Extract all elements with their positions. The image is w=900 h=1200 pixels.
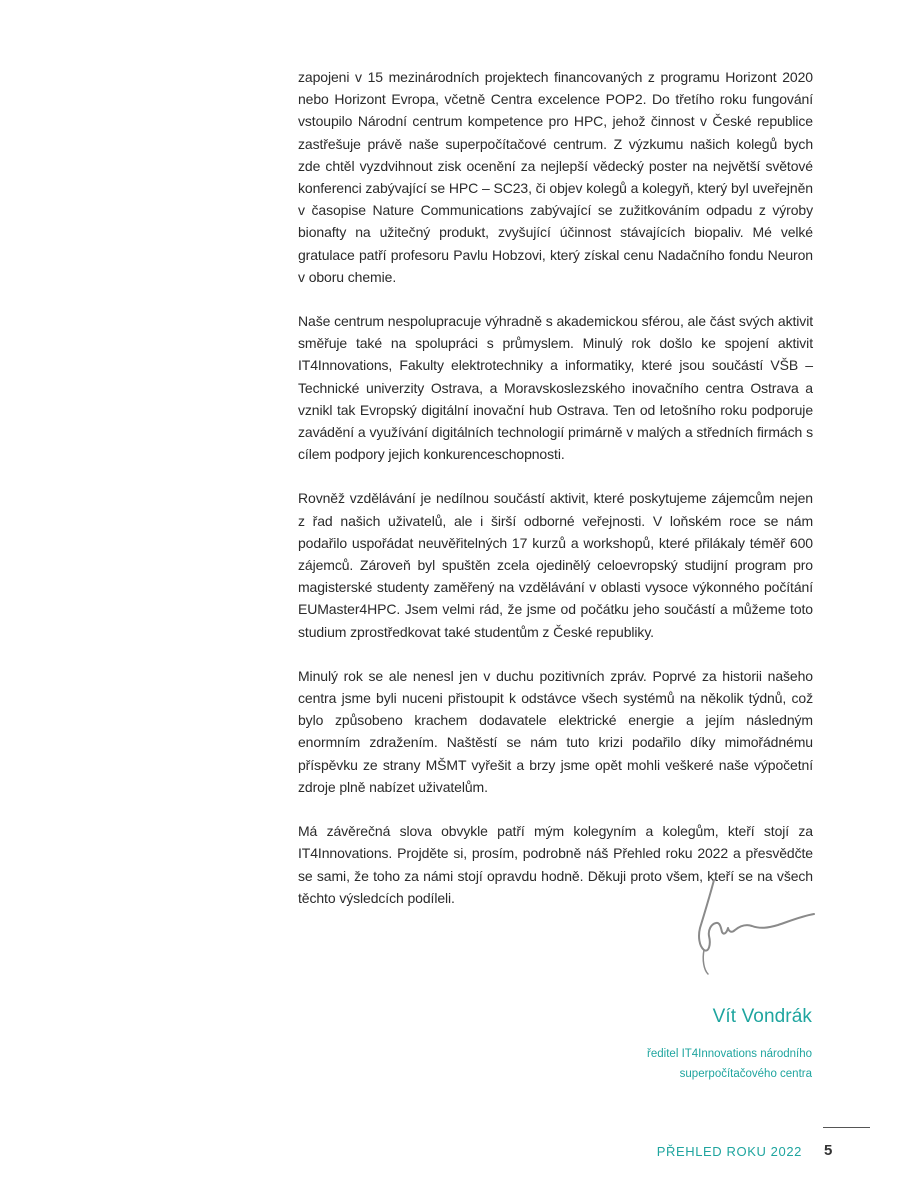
footer-title: PŘEHLED ROKU 2022 — [656, 1144, 802, 1159]
paragraph-3: Rovněž vzdělávání je nedílnou součástí aktivit, které poskytujeme zájemcům nejen z řad našich uživatelů, ale i širší odborné veřejnosti. V loňském roce se nám podařilo uspořádat neuvěřitelných 17 kurzů a workshopů, které přilákaly téměř 600 zájemců. Zároveň byl spuštěn zcela ojedinělý celoevropský studijní program pro magisterské studenty zaměřený na vzdělávání v oblasti vysoce výkonného počítání EUMaster4HPC. Jsem velmi rád, že jsme od počátku jeho součástí a můžeme toto studium zprostředkovat také studentům z České republiky. — [298, 490, 813, 640]
signer-role-line-2: superpočítačového centra — [679, 1068, 812, 1080]
paragraph-1: zapojeni v 15 mezinárodních projektech financovaných z programu Horizont 2020 nebo Horizont Evropa, včetně Centra excelence POP2. Do třetího roku fungování vstoupilo Národní centrum kompetence pro HPC, jehož činnost v České republice zastřešuje právě naše superpočítačové centrum. Z výzkumu našich kolegů bych zde chtěl vyzdvihnout zisk ocenění za nejlepší vědecký poster na největší světové konferenci zabývající se HPC – SC23, či objev kolegů a kolegyň, který byl uveřejněn v časopise Nature Communications zabývající se zužitkováním odpadu z výroby bionafty na užitečný produkt, zvyšující účinnost stávajících biopaliv. Mé velké gratulace patří profesoru Pavlu Hobzovi, který získal cenu Nadačního fondu Neuron v oboru chemie. — [298, 69, 813, 285]
paragraph-4: Minulý rok se ale nenesl jen v duchu pozitivních zpráv. Poprvé za historii našeho centra jsme byli nuceni přistoupit k odstávce všech systémů na několik týdnů, což bylo způsobeno krachem dodavatele elektrické energie a jejím následným enormním zdražením. Naštěstí se nám tuto krizi podařilo díky mimořádnému příspěvku ze strany MŠMT vyřešit a brzy jsme opět mohli veškeré naše výpočetní zdroje plně nabízet uživatelům. — [298, 667, 813, 795]
signer-role-line-1: ředitel IT4Innovations národního — [647, 1048, 812, 1060]
handwritten-signature — [690, 870, 840, 1000]
body-text — [298, 66, 813, 931]
footer-rule — [823, 1127, 870, 1128]
page-number: 5 — [824, 1142, 833, 1159]
signer-name: Vít Vondrák — [712, 1006, 812, 1027]
paragraph-2: Naše centrum nespolupracuje výhradně s akademickou sférou, ale část svých aktivit směřuje také na spolupráci s průmyslem. Minulý rok došlo ke spojení aktivit IT4Innovations, Fakulty elektrotechniky a informatiky, které jsou součástí VŠB – Technické univerzity Ostrava, a Moravskoslezského inovačního centra Ostrava a vznikl tak Evropský digitální inovační hub Ostrava. Ten od letošního roku podporuje zavádění a využívání digitálních technologií primárně v malých a středních firmách s cílem podpory jejich konkurenceschopnosti. — [298, 313, 813, 463]
signature-block — [647, 1006, 812, 1084]
paragraph-5: Má závěrečná slova obvykle patří mým kolegyním a kolegům, kteří stojí za IT4Innovations. Projděte si, prosím, podrobně náš Přehled roku 2022 a přesvědčte se sami, že toho za námi stojí opravdu hodně. Děkuji proto všem, kteří se na všech těchto výsledcích podíleli. — [298, 823, 813, 906]
